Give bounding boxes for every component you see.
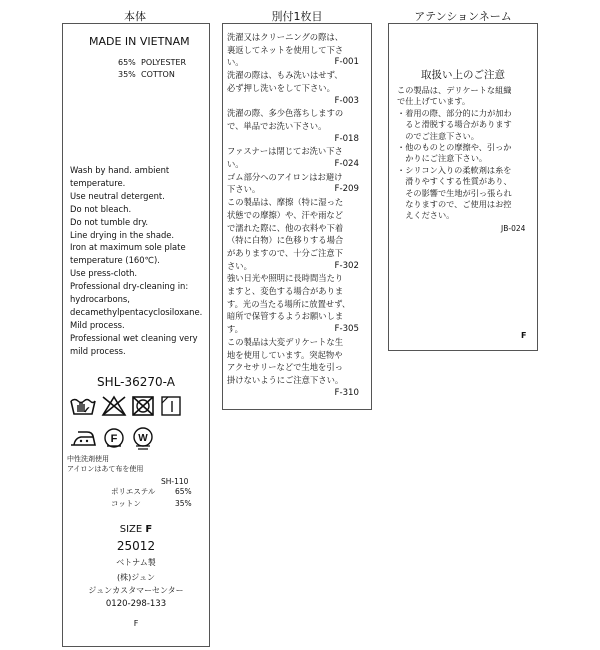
no-bleach-icon	[101, 395, 127, 417]
attention-code: JB-024	[501, 224, 526, 233]
sub-line-text: この製品は大変デリケートな生	[227, 336, 343, 347]
sub-line	[227, 209, 371, 221]
origin-jp: ベトナム製	[116, 558, 156, 567]
composition-material-2: COTTON	[141, 70, 175, 79]
sub-line	[227, 285, 371, 297]
no-tumble-dry-icon	[131, 395, 155, 417]
sub-line	[227, 260, 371, 272]
care-line: Use neutral detergent.	[70, 190, 165, 201]
sub-line	[227, 272, 371, 284]
hand-wash-icon	[69, 395, 97, 417]
sub-line	[227, 82, 371, 94]
care-line: Professional dry-cleaning in:	[70, 281, 189, 292]
sub-line	[227, 31, 371, 43]
sub-line-text: 洗濯の際は、もみ洗いはせず、	[227, 70, 343, 81]
sub-line-text: 必ず押し洗いをして下さい。	[227, 82, 335, 93]
sub-line-code: F-302	[334, 260, 359, 271]
composition-material-1: POLYESTER	[141, 58, 187, 67]
made-in: MADE IN VIETNAM	[89, 35, 190, 48]
sub-line-text: で濡れた際に、他の衣料や下着	[227, 222, 344, 233]
sub-line-text: 地を使用しています。突起物や	[227, 349, 343, 360]
sub-line-text: 状態での摩擦）や、汗や雨など	[227, 209, 343, 220]
sub-line-text: がありますので、十分ご注意下	[227, 247, 343, 258]
code-sh: SH-110	[161, 477, 189, 486]
composition-jp-material-2: コットン	[111, 499, 141, 508]
care-line: Do not tumble dry.	[70, 216, 149, 227]
care-line: Mild process.	[70, 319, 125, 330]
customer-center: ジュンカスタマーセンター	[88, 586, 184, 595]
attention-line: ・着用の際、部分的に力が加わ	[397, 107, 512, 118]
sub-line-text: 裏返してネットを使用して下さ	[227, 44, 344, 55]
sub-line-text: 暗所で保管するようお願いしま	[227, 311, 344, 322]
sub-line	[227, 310, 371, 322]
sub-line-text: 洗濯の際、多少色落ちしますの	[227, 108, 344, 119]
sub-line-text: この製品は、摩擦（特に湿った	[227, 197, 344, 208]
sub-line	[227, 158, 371, 170]
sub-line-text: す。	[227, 324, 243, 335]
sub-line-text: す。光の当たる場所に放置せず、	[227, 298, 351, 309]
attention-line: のでご注意下さい。	[397, 130, 479, 141]
care-line: Wash by hand. ambient	[70, 165, 170, 175]
attention-line: で仕上げています。	[397, 96, 471, 107]
sub-line-text: ゴム部分へのアイロンはお避け	[227, 171, 343, 182]
sub-line-text: い。	[227, 159, 244, 169]
attention-line: えください。	[397, 210, 455, 221]
sub-line	[227, 361, 371, 373]
size	[63, 524, 209, 536]
sub-line	[227, 247, 371, 259]
sub-line-text: で、単品でお洗い下さい。	[227, 120, 327, 131]
size-value: F	[145, 524, 153, 535]
sub-line	[227, 145, 371, 157]
care-line: mild process.	[70, 345, 126, 356]
header-sub: 別付1枚目	[271, 10, 323, 23]
care-line: Line drying in the shade.	[70, 229, 175, 240]
sub-line	[227, 387, 371, 399]
wet-clean-w-icon	[132, 426, 154, 450]
composition-jp-pct-1: 65%	[175, 487, 192, 496]
company-name: (株)ジュン	[116, 573, 156, 582]
product-number: 25012	[116, 539, 156, 553]
dry-clean-f-icon	[103, 427, 125, 449]
sub-line-text: （特に白物）に色移りする場合	[227, 235, 344, 246]
attention-line: 滑りやすくする性質があり、	[397, 176, 512, 187]
size-label: SIZE	[119, 524, 143, 535]
sub-line	[227, 171, 371, 183]
attention-title: 取扱い上のご注意	[421, 69, 505, 81]
care-line: temperature.	[70, 177, 126, 188]
note-jp-1: 中性洗剤使用	[67, 455, 109, 463]
composition-jp-pct-2: 35%	[175, 499, 192, 508]
attention-line: この製品は、デリケートな組織	[397, 85, 512, 95]
wet-clean-letter: W	[138, 433, 148, 444]
care-line: Do not bleach.	[70, 203, 132, 214]
sub-line	[227, 349, 371, 361]
phone-number: 0120-298-133	[105, 599, 167, 609]
composition-pct-1: 65%	[118, 58, 136, 67]
attention-line: その影響で生地が引っ張られ	[397, 187, 512, 198]
attention-line: かりにご注意下さい。	[397, 153, 488, 164]
sub-line-code: F-305	[334, 324, 359, 335]
sub-line	[227, 196, 371, 208]
note-jp-2: アイロンはあて布を使用	[67, 465, 144, 473]
sub-line-code: F-018	[334, 133, 359, 144]
attention-line: なりますので、ご使用はお控	[397, 199, 512, 209]
care-line: hydrocarbons,	[70, 294, 130, 304]
sub-line-text: さい。	[227, 260, 252, 271]
sub-line	[227, 95, 371, 107]
sub-care-label	[222, 23, 372, 410]
header-main: 本体	[124, 10, 146, 23]
sub-line-text: 洗濯又はクリーニングの際は、	[227, 32, 343, 42]
attention-footer: F	[521, 331, 527, 340]
sub-line-text: ますと、変色する場合がありま	[227, 286, 344, 296]
sub-line-text: 強い日光や照明に長時間当たり	[227, 273, 344, 284]
sub-line	[227, 183, 371, 195]
sub-line-code: F-310	[334, 387, 359, 398]
sub-line-text: 掛けないようにご注意下さい。	[227, 374, 344, 385]
sub-line	[227, 298, 371, 310]
care-line: decamethylpentacyclosiloxane.	[70, 306, 203, 317]
attention-line: ると滑脱する場合があります	[397, 119, 512, 130]
sub-line-text: ファスナーは閉じてお洗い下さ	[227, 146, 343, 157]
sub-line-code: F-209	[334, 184, 359, 195]
care-line: Iron at maximum sole plate	[70, 242, 186, 253]
style-code: SHL-36270-A	[97, 375, 175, 389]
sub-line-code: F-024	[334, 159, 359, 169]
care-line: Use press-cloth.	[70, 268, 138, 279]
sub-line	[227, 56, 371, 68]
attention-line: ・シリコン入りの柔軟剤は糸を	[397, 164, 512, 175]
iron-medium-icon	[69, 428, 97, 448]
sub-line	[227, 133, 371, 145]
header-attention: アテンションネーム	[414, 10, 512, 23]
sub-line	[227, 336, 371, 348]
composition-jp-material-1: ポリエステル	[111, 487, 156, 496]
attention-label	[388, 23, 538, 351]
main-care-label	[62, 23, 210, 647]
sub-line	[227, 107, 371, 119]
sub-line-text: い。	[227, 57, 244, 68]
sub-line-text: アクセサリーなどで生地を引っ	[227, 362, 343, 373]
main-footer-size: F	[133, 619, 139, 628]
sub-line	[227, 234, 371, 246]
dry-clean-letter: F	[110, 433, 118, 445]
sub-line-code: F-003	[334, 95, 359, 106]
composition-pct-2: 35%	[118, 70, 136, 79]
line-dry-shade-icon	[161, 396, 181, 416]
sub-line	[227, 44, 371, 56]
attention-line: ・他のものとの摩擦や、引っか	[397, 142, 512, 152]
sub-line-code: F-001	[334, 57, 359, 68]
sub-line-text: 下さい。	[227, 184, 261, 195]
sub-line	[227, 222, 371, 234]
sub-line	[227, 120, 371, 132]
sub-line	[227, 323, 371, 335]
care-line: Professional wet cleaning very	[70, 332, 198, 343]
care-line: temperature (160℃).	[70, 255, 160, 266]
sub-line	[227, 374, 371, 386]
sub-line	[227, 69, 371, 81]
